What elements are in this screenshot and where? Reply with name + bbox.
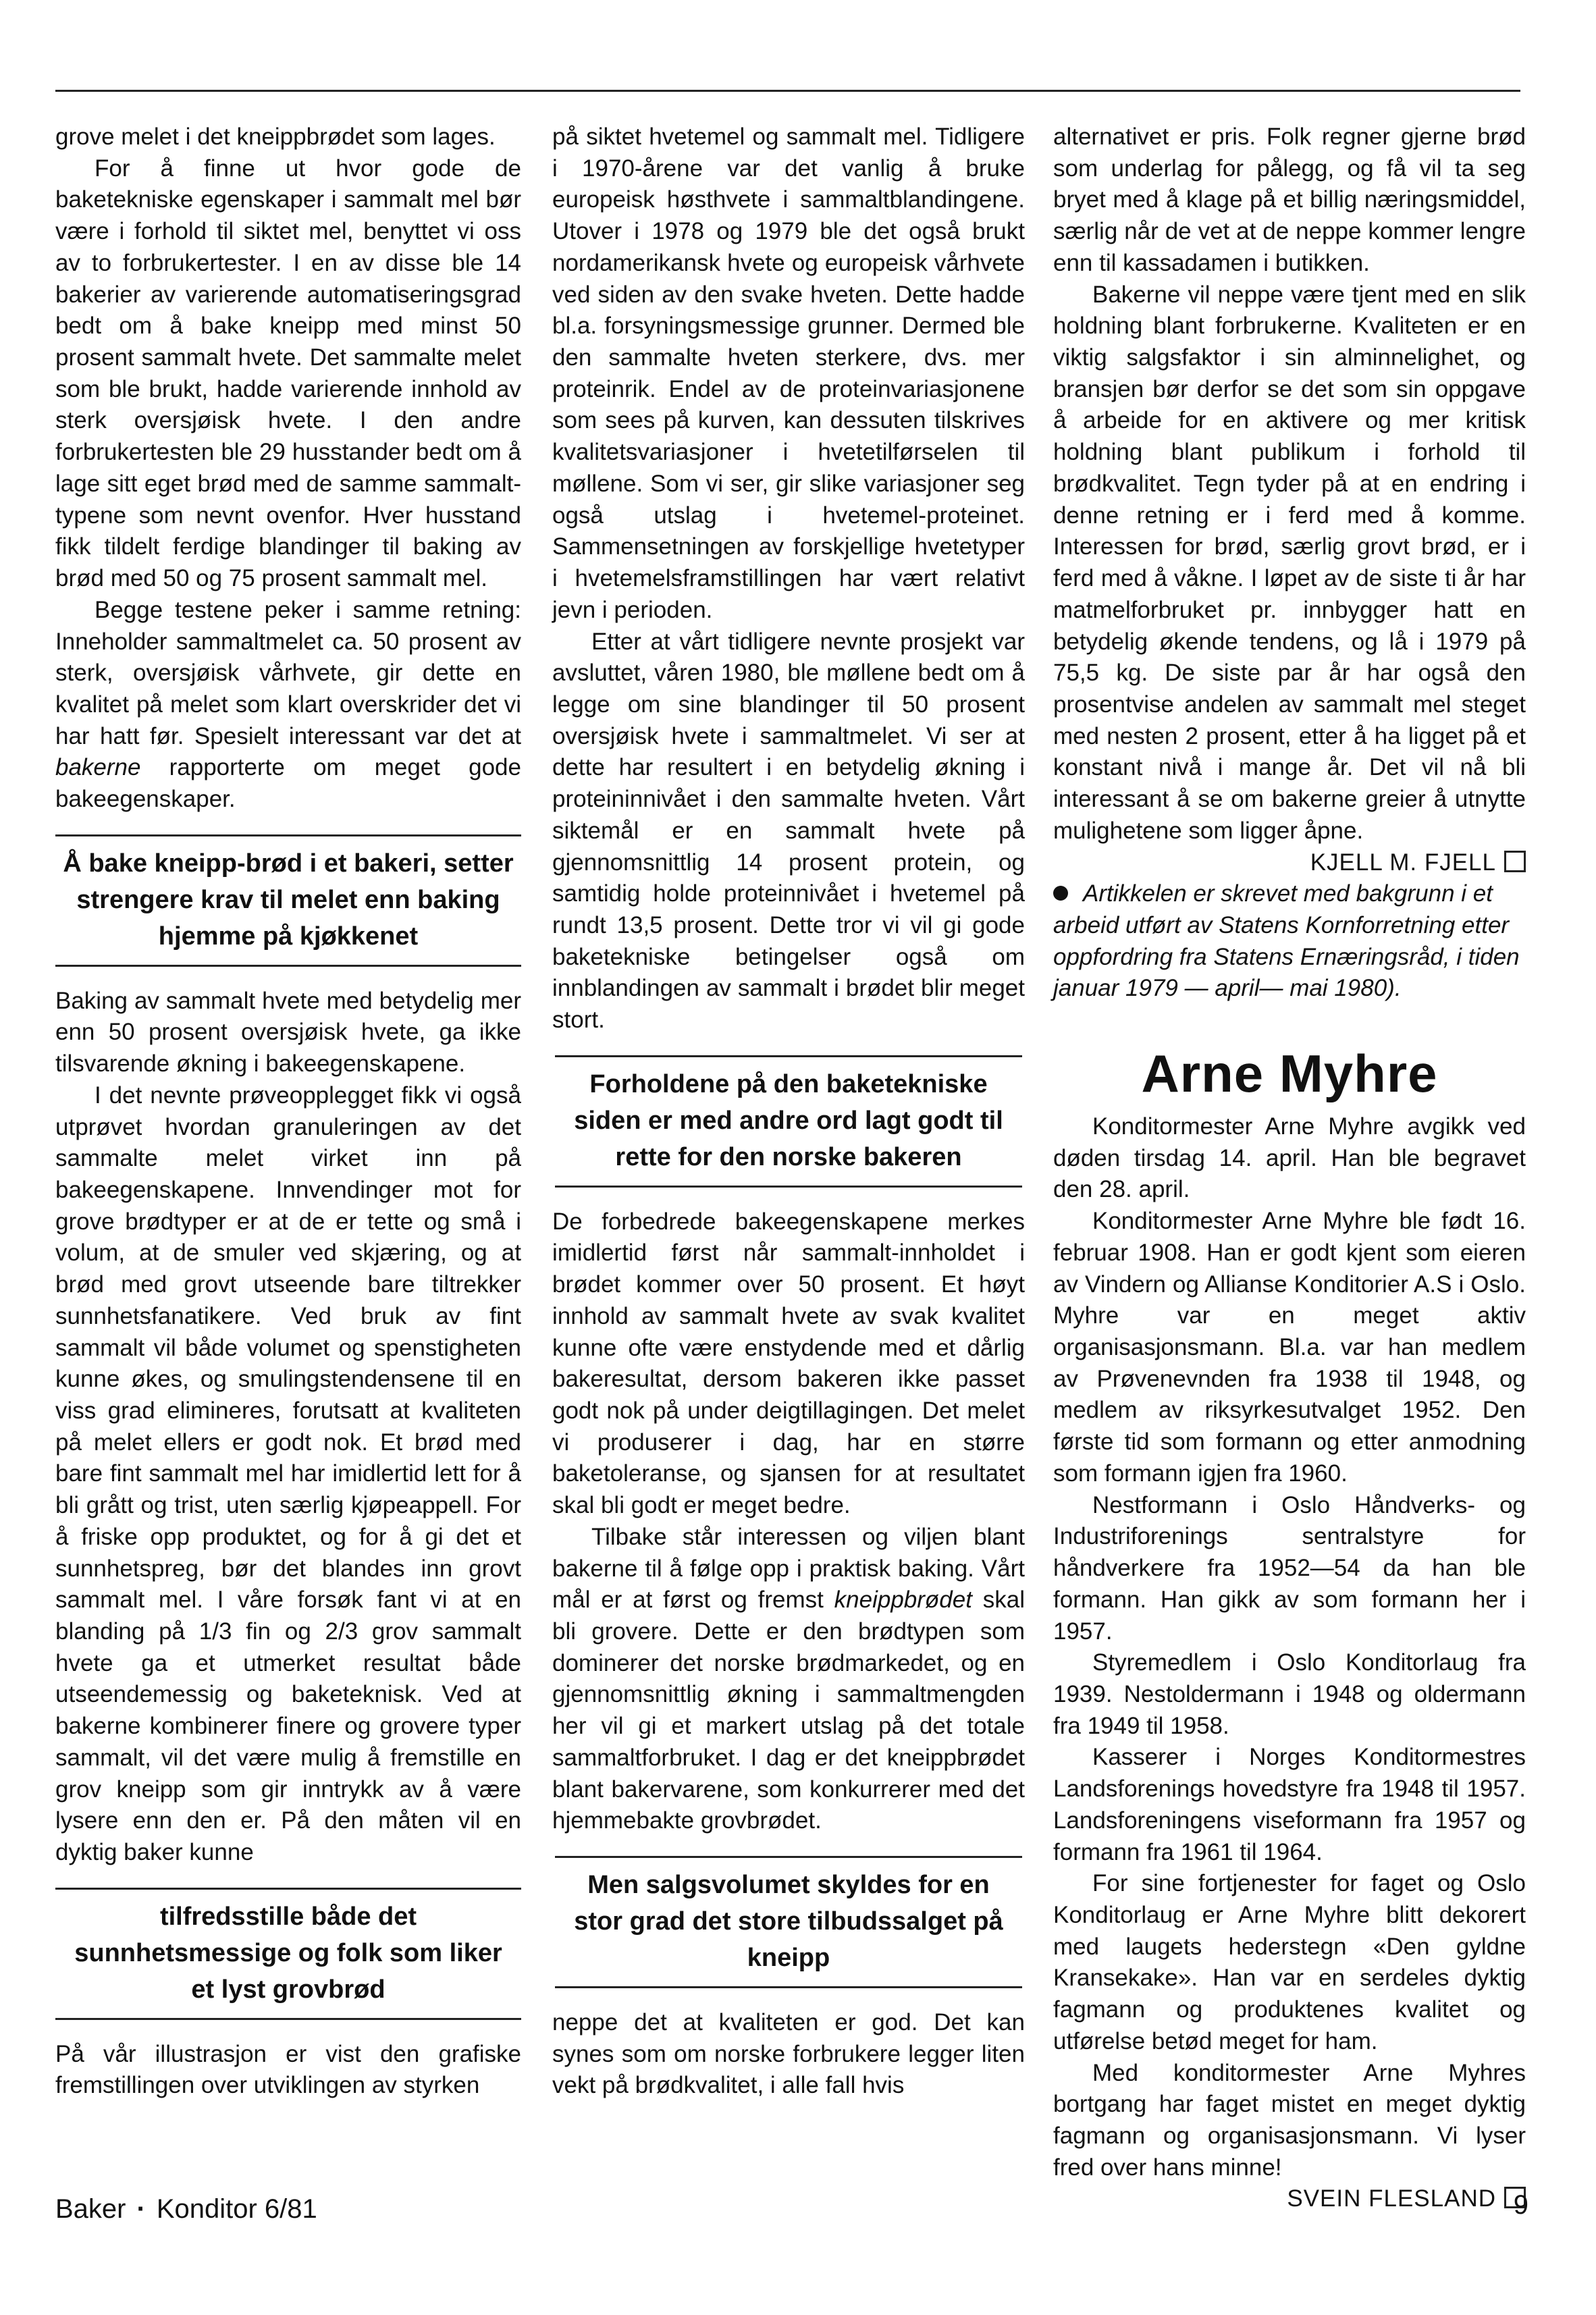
emphasis: bakerne (55, 754, 141, 781)
paragraph: Etter at vårt tidligere nevnte prosjekt var avsluttet, våren 1980, ble møllene bedt om å legge om sine blandinger til 50 prosent oversjøisk hvete i sammaltmelet. Vi ser at dette har resultert i en betydelig økning i proteininnivået i den sammalte hveten. Vårt siktemål er en sammalt hvete på gjennomsnittlig 14 prosent protein, og samtidig holde proteinnivået i hvetemel på rundt 13,5 prosent. Dette tror vi vil gi gode baketekniske betingelser også om innblandingen av sammalt i brødet blir meget stort. (552, 628, 1025, 1034)
text-run: Begge testene peker i samme retning: Inneholder sammaltmelet ca. 50 prosent av sterk, oversjøisk vårhvete, gir dette en kvalitet på melet som klart overskrider det vi har hatt før. Spesielt interessant var det at (55, 596, 521, 749)
paragraph: alternativet er pris. Folk regner gjerne brød som underlag for pålegg, og få vil ta seg bryet med å klage på et billig næringsmiddel, særlig når de vet at de neppe kommer lengre enn til kassadamen i butikken. (1053, 124, 1526, 276)
paragraph (552, 1522, 1025, 1837)
text-run: skal bli grovere. Dette er den brødtypen som dominerer det norske brødmarkedet, og en gjennomsnittlig økning i sammaltmengden her vil gi et markert utslag på det totale sammaltforbruket. I dag er det kneippbrødet blant bakervarene, som konkurrerer med det hjemmebakte grovbrødet. (552, 1587, 1025, 1834)
paragraph: I det nevnte prøveopplegget fikk vi også utprøvet hvordan granuleringen av det sammalte melet virket inn på bakeegenskapene. Innvendinger mot for grove brødtyper er at de er tette og små i volum, at de smuler ved skjæring, og at brød med grovt utseende bare tiltrekker sunnhetsfanatikere. Ved bruk av fint sammalt vil både volumet og spenstigheten kunne økes, og smulingstendensene til en viss grad elimineres, forutsatt at kvaliteten på melet ellers er godt nok. Et brød med bare fint sammalt mel har imidlertid lett for å bli grått og trist, uten særlig kjøpeappell. For å friske opp produktet, og for å gi det et sunnhetspreg, bør det blandes inn grovt sammalt mel. I våre forsøk fant vi at en blanding på 1/3 fin og 2/3 grov sammalt hvete ga et utmerket resultat både utseendemessig og baketeknisk. Ved at bakerne kombinerer finere og grovere typer sammalt, vil det være mulig å fremstille en grov kneipp som gir inntrykk av å være lysere enn den er. På den måten vil en dyktig baker kunne (55, 1082, 521, 1866)
author-signature (1053, 2183, 1526, 2215)
article-note (1053, 878, 1526, 1005)
top-rule (55, 90, 1520, 92)
paragraph: Med konditormester Arne Myhres bortgang har faget mistet en meget dyktig fagmann og organisasjonsmann. Vi lyser fred over hans minne! (1053, 2059, 1526, 2181)
column-3 (1053, 122, 1526, 2215)
paragraph: Konditormester Arne Myhre avgikk ved døden tirsdag 14. april. Han ble begravet den 28. april. (1053, 1113, 1526, 1203)
paragraph: Styremedlem i Oslo Konditorlaug fra 1939. Nestoldermann i 1948 og oldermann fra 1949 til 1958. (1053, 1649, 1526, 1739)
paragraph: Kasserer i Norges Konditormestres Landsforenings hovedstyre fra 1948 til 1957. Landsforeningens viseformann fra 1957 og formann fra 1961 til 1964. (1053, 1744, 1526, 1865)
text-run: Tilbake står interessen og viljen blant bakerne til å følge opp i praktisk baking. Vårt mål er at først og fremst (552, 1523, 1025, 1614)
end-mark-icon (1504, 851, 1526, 872)
column-1 (55, 122, 521, 2102)
paragraph: neppe det at kvaliteten er god. Det kan synes som om norske forbrukere legger liten vekt på brødkvalitet, i alle fall hvis (552, 2008, 1025, 2099)
paragraph: På vår illustrasjon er vist den grafiske fremstillingen over utviklingen av styrken (55, 2040, 521, 2099)
author-signature (1053, 847, 1526, 879)
note-text: Artikkelen er skrevet med bakgrunn i et arbeid utført av Statens Kornforretning etter oppfordring fra Statens Ernæringsråd, i tiden januar 1979 — april— mai 1980). (1053, 880, 1520, 1002)
page-number: 9 (1513, 2190, 1528, 2220)
footer-publication (55, 2194, 317, 2225)
paragraph (55, 595, 521, 816)
publication-name: Baker (55, 2194, 126, 2224)
paragraph: grove melet i det kneippbrødet som lages. (55, 124, 496, 150)
paragraph: For sine fortjenester for faget og Oslo Konditorlaug er Arne Myhre blitt dekorert med laugets hederstegn «Den gyldne Kransekake». Han var en serdeles dyktig fagmann og produktenes kvalitet og utførelse betød meget for ham. (1053, 1870, 1526, 2054)
lead-paragraph: Baking av sammalt hvete med betydelig mer enn 50 prosent oversjøisk hvete, ga ikke tilsvarende økning i bakeegenskapene. (55, 987, 521, 1077)
paragraph: Nestformann i Oslo Håndverks- og Industriforenings sentralstyre for håndverkere fra 1952—54 da han ble formann. Han gikk av som formann her i 1957. (1053, 1491, 1526, 1645)
paragraph: De forbedrede bakeegenskapene merkes imidlertid først når sammalt-innholdet i brødet kommer over 50 prosent. Et høyt innhold av sammalt hvete av svak kvalitet kunne ofte være enstydende med et dårlig bakeresultat, dersom bakeren ikke passet godt nok på under deigtillagingen. Det melet vi produserer i dag, har en større baketoleranse, og sjansen for at resultatet skal bli godt er meget bedre. (552, 1208, 1025, 1519)
emphasis: kneippbrødet (834, 1587, 972, 1614)
paragraph: på siktet hvetemel og sammalt mel. Tidligere i 1970-årene var det vanlig å bruke europeisk høsthvete i sammaltblandingene. Utover i 1978 og 1979 ble det også brukt nordamerikansk hvete og europeisk vårhvete ved siden av den svake hveten. Dette hadde bl.a. forsyningsmessige grunner. Dermed ble den sammalte hveten sterkere, dvs. mer proteinrik. Endel av de proteinvariasjonene som sees på kurven, kan dessuten tilskrives kvalitetsvariasjoner i hvetetilførselen til møllene. Som vi ser, gir slike variasjoner seg også utslag i hvetemel-proteinet. Sammensetningen av forskjellige hvetetyper i hvetemelsframstillingen har vært relativt jevn i perioden. (552, 124, 1025, 623)
section-heading: Å bake kneipp-brød i et bakeri, setter strengere krav til melet enn baking hjemme på kjøkkenet (55, 834, 521, 967)
separator: · (136, 2194, 146, 2224)
issue-label: Konditor 6/81 (156, 2194, 317, 2224)
paragraph: For å finne ut hvor gode de baketekniske egenskaper i sammalt mel bør være i forhold til siktet mel, benyttet vi oss av to forbrukertester. I en av disse ble 14 bakerier av varierende automatiseringsgrad bedt om å bake kneipp med minst 50 prosent sammalt hvete. Det sammalte melet som ble brukt, hadde varierende innhold av sterk oversjøisk hvete. I den andre forbrukertesten ble 29 husstander bedt om å lage sitt eget brød med de samme sammalt-typene som nevnt ovenfor. Hver husstand fikk tildelt ferdige blandinger til baking av brød med 50 og 75 prosent sammalt mel. (55, 155, 521, 592)
obituary-title: Arne Myhre (1141, 1044, 1438, 1104)
section-heading: Forholdene på den baketekniske siden er med andre ord lagt godt til rette for den norske bakeren (555, 1055, 1022, 1188)
column-2 (552, 122, 1025, 2102)
bullet-icon (1053, 886, 1068, 901)
paragraph: Bakerne vil neppe være tjent med en slik holdning blant forbrukerne. Kvaliteten er en viktig salgsfaktor i sin alminnelighet, og bransjen bør derfor se det som sin oppgave å arbeide for en aktivere og mer kritisk holdning blant publikum i forhold til brødkvalitet. Tegn tyder på at en endring i denne retning er i ferd med å komme. Interessen for brød, særlig grovt brød, er i ferd med å våkne. I løpet av de siste ti år har matmelforbruket pr. innbygger hatt en betydelig økende tendens, og lå i 1979 på 75,5 kg. De siste par år har også den prosentvise andelen av sammalt mel steget med nesten 2 prosent, etter å ha ligget på et konstant nivå i mange år. Det vil nå bli interessant å se om bakerne greier å utnytte mulighetene som ligger åpne. (1053, 281, 1526, 844)
author-name: SVEIN FLESLAND (1287, 2185, 1496, 2212)
paragraph: Konditormester Arne Myhre ble født 16. februar 1908. Han er godt kjent som eieren av Vindern og Allianse Konditorier A.S i Oslo. Myhre var en meget aktiv organisasjonsmann. Bl.a. var han medlem av Prøvenevnden fra 1938 til 1948, og medlem av riksyrkesutvalget 1952. Den første tid som formann og etter anmodning som formann igjen fra 1960. (1053, 1208, 1526, 1487)
author-name: KJELL M. FJELL (1310, 849, 1496, 876)
section-heading: tilfredsstille både det sunnhetsmessige og folk som liker et lyst grovbrød (55, 1888, 521, 2020)
text-run: rapporterte om meget gode bakeegenskaper. (55, 754, 521, 813)
section-heading: Men salgsvolumet skyldes for en stor grad det store tilbudssalget på kneipp (555, 1856, 1022, 1988)
